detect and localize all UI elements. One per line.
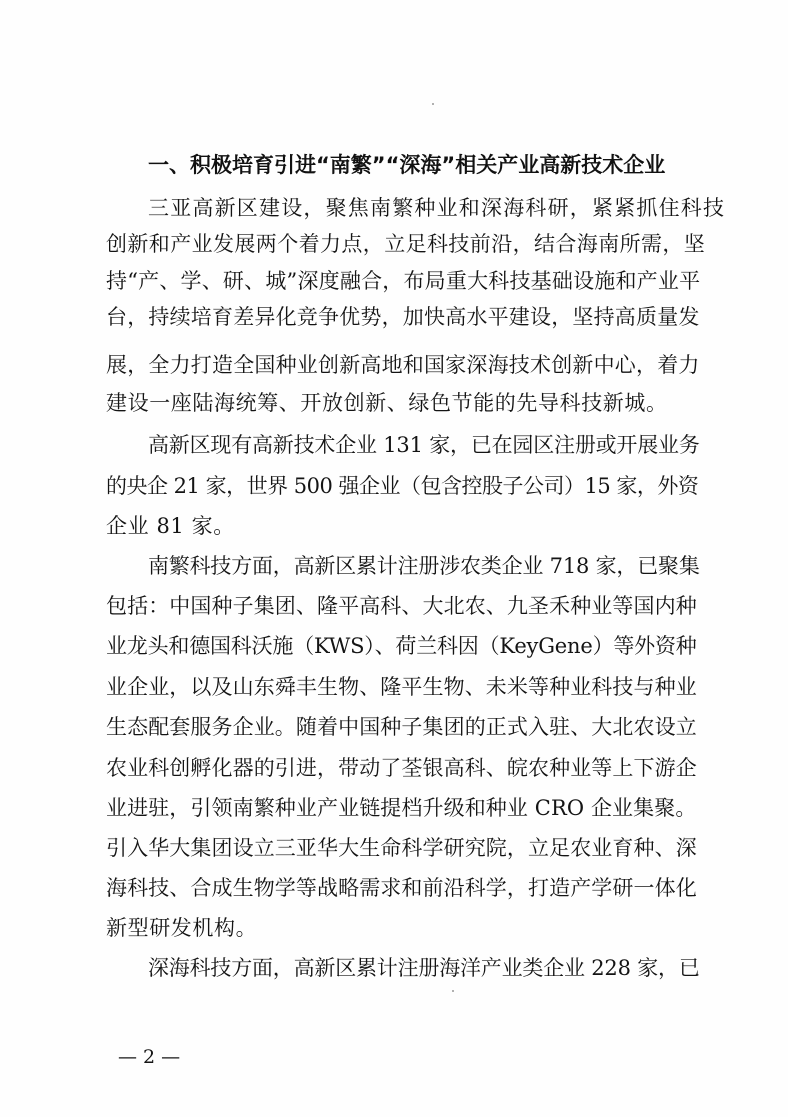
- paragraph-line: 深海科技方面，高新区累计注册海洋产业类企业 228 家，已: [148, 956, 700, 980]
- paragraph-line: 农业科创孵化器的引进，带动了荃银高科、皖农种业等上下游企: [106, 756, 697, 780]
- paragraph-line: 三亚高新区建设，聚焦南繁种业和深海科研，紧紧抓住科技: [148, 196, 726, 220]
- scan-speck: [432, 103, 434, 105]
- paragraph-line: 持“产、学、研、城”深度融合，布局重大科技基础设施和产业平: [106, 269, 701, 293]
- paragraph-line: 高新区现有高新技术企业 131 家，已在园区注册或开展业务: [148, 433, 700, 457]
- paragraph-line: 的央企 21 家，世界 500 强企业（包含控股子公司）15 家，外资: [106, 474, 699, 498]
- paragraph-line: 展，全力打造全国种业创新高地和国家深海技术创新中心，着力: [106, 353, 700, 377]
- paragraph-line: 创新和产业发展两个着力点，立足科技前沿，结合海南所需，坚: [106, 232, 706, 256]
- paragraph-line: 包括：中国种子集团、隆平高科、大北农、九圣禾种业等国内种: [106, 594, 697, 618]
- paragraph-line: 引入华大集团设立三亚华大生命科学研究院，立足农业育种、深: [106, 836, 697, 860]
- paragraph-line: 企业 81 家。: [106, 514, 235, 538]
- paragraph-line: 生态配套服务企业。随着中国种子集团的正式入驻、大北农设立: [106, 715, 697, 739]
- paragraph-line: 业企业，以及山东舜丰生物、隆平生物、未米等种业科技与种业: [106, 675, 697, 699]
- paragraph-line: 海科技、合成生物学等战略需求和前沿科学，打造产学研一体化: [106, 876, 697, 900]
- paragraph-line: 南繁科技方面，高新区累计注册涉农类企业 718 家，已聚集: [148, 554, 700, 578]
- scan-speck: [452, 990, 454, 992]
- paragraph-line: 新型研发机构。: [106, 916, 258, 940]
- section-heading: 一、积极培育引进“南繁”“深海”相关产业高新技术企业: [148, 153, 666, 177]
- paragraph-line: 台，持续培育差异化竞争优势，加快高水平建设，坚持高质量发: [106, 305, 700, 329]
- paragraph-line: 业进驻，引领南繁种业产业链提档升级和种业 CRO 企业集聚。: [106, 796, 697, 820]
- paragraph-line: 业龙头和德国科沃施（KWS）、荷兰科因（KeyGene）等外资种: [106, 634, 697, 658]
- page-number: — 2 —: [118, 1046, 181, 1068]
- paragraph-line: 建设一座陆海统筹、开放创新、绿色节能的先导科技新城。: [106, 391, 668, 415]
